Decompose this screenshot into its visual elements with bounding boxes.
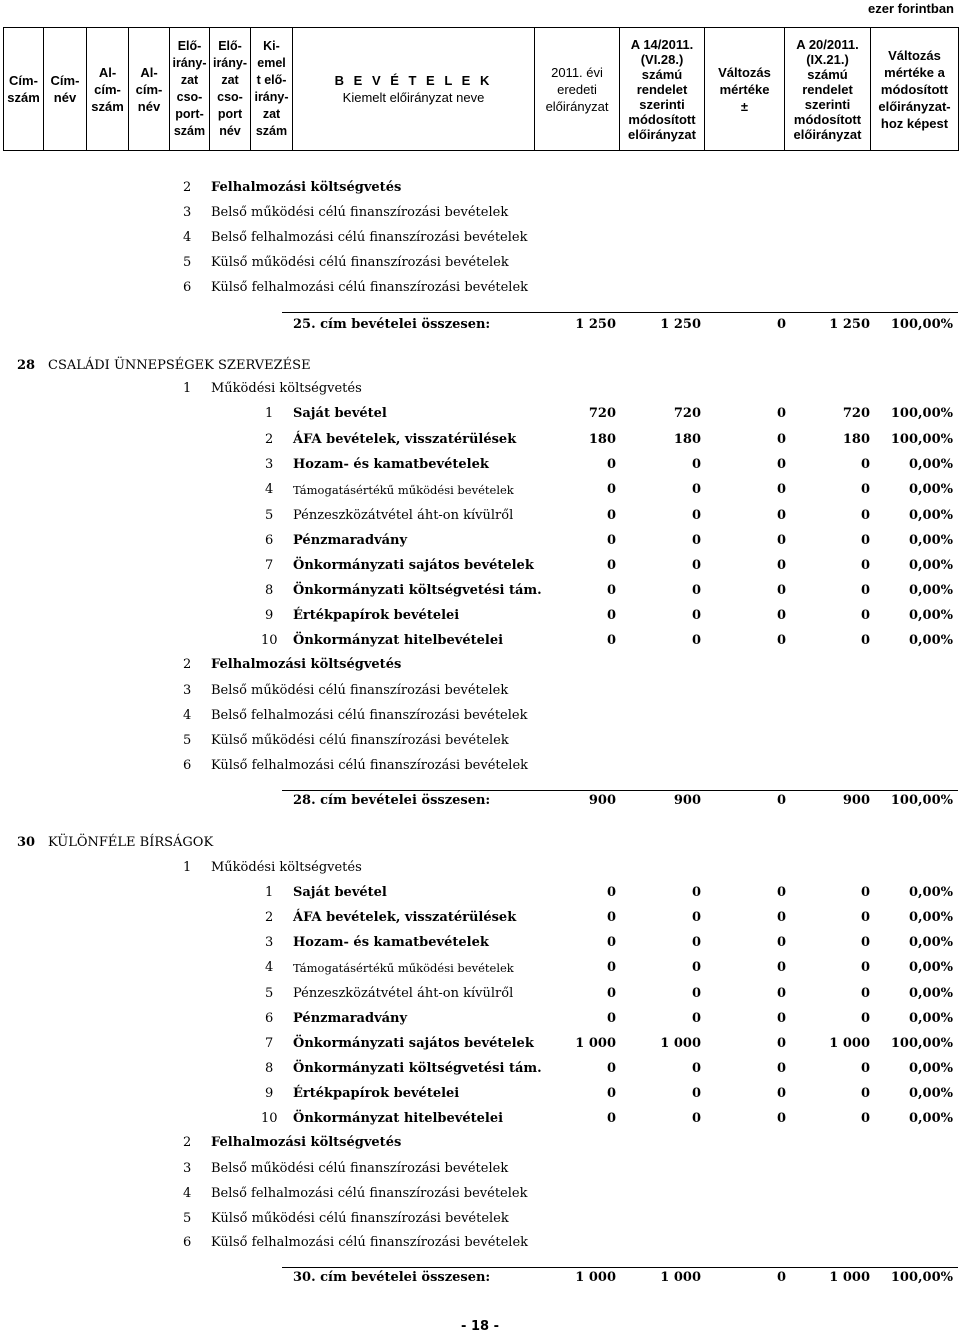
alcim-name: Belső felhalmozási célú finanszírozási bevételek xyxy=(211,708,528,723)
value-valtozas: 0 xyxy=(776,633,786,648)
value-mod1: 0 xyxy=(691,482,701,497)
alcim-number: 5 xyxy=(183,255,192,270)
value-valtozas-pct: 0,00% xyxy=(908,935,953,950)
value-mod1: 0 xyxy=(691,885,701,900)
value-eredeti: 720 xyxy=(588,406,616,421)
value-valtozas: 0 xyxy=(776,317,786,332)
value-valtozas: 0 xyxy=(776,608,786,623)
value-eredeti: 0 xyxy=(606,583,616,598)
item-number: 10 xyxy=(261,1111,278,1126)
value-mod1: 0 xyxy=(691,457,701,472)
section-separator xyxy=(282,790,958,791)
alcim-name: Felhalmozási költségvetés xyxy=(211,1135,402,1150)
header-valtozas-modositott: Változás mértéke a módosított előirányzat- hoz képest xyxy=(871,28,959,151)
value-valtozas: 0 xyxy=(776,1036,786,1051)
alcim-name: Felhalmozási költségvetés xyxy=(211,180,402,195)
item-number: 10 xyxy=(261,633,278,648)
header-bevetelek-subtitle: Kiemelt előirányzat neve xyxy=(342,90,485,105)
header-bevetelek xyxy=(293,28,535,151)
alcim-name: Belső működési célú finanszírozási bevételek xyxy=(211,683,509,698)
value-valtozas-pct: 100,00% xyxy=(890,406,953,421)
item-number: 1 xyxy=(265,885,274,900)
cim-name: KÜLÖNFÉLE BÍRSÁGOK xyxy=(48,835,214,850)
value-valtozas: 0 xyxy=(776,457,786,472)
value-valtozas-pct: 0,00% xyxy=(908,508,953,523)
value-valtozas-pct: 0,00% xyxy=(908,558,953,573)
value-mod2: 0 xyxy=(860,885,870,900)
value-eredeti: 0 xyxy=(606,558,616,573)
header-valtozas: Változás mértéke ± xyxy=(705,28,785,151)
value-eredeti: 0 xyxy=(606,935,616,950)
alcim-number: 2 xyxy=(183,180,192,195)
item-number: 5 xyxy=(265,986,274,1001)
value-valtozas: 0 xyxy=(776,533,786,548)
item-name: Saját bevétel xyxy=(293,885,387,900)
value-mod1: 900 xyxy=(673,793,701,808)
value-mod1: 0 xyxy=(691,1111,701,1126)
value-valtozas-pct: 0,00% xyxy=(908,960,953,975)
value-valtozas: 0 xyxy=(776,1011,786,1026)
value-mod2: 1 250 xyxy=(829,317,870,332)
item-number: 2 xyxy=(265,432,274,447)
header-alcim-nev: Al- cím- név xyxy=(129,28,170,151)
value-mod1: 0 xyxy=(691,583,701,598)
value-mod1: 0 xyxy=(691,960,701,975)
alcim-name: Külső felhalmozási célú finanszírozási bevételek xyxy=(211,280,529,295)
value-mod1: 0 xyxy=(691,1011,701,1026)
alcim-name: Működési költségvetés xyxy=(211,381,362,396)
value-valtozas: 0 xyxy=(776,885,786,900)
value-mod1: 0 xyxy=(691,608,701,623)
item-name: ÁFA bevételek, visszatérülések xyxy=(293,910,517,925)
header-mod1: A 14/2011. (VI.28.) számú rendelet szerinti módosított előirányzat xyxy=(620,28,705,151)
value-valtozas-pct: 0,00% xyxy=(908,482,953,497)
item-name: Saját bevétel xyxy=(293,406,387,421)
value-eredeti: 0 xyxy=(606,508,616,523)
value-mod2: 0 xyxy=(860,558,870,573)
value-valtozas: 0 xyxy=(776,508,786,523)
value-valtozas-pct: 0,00% xyxy=(908,1011,953,1026)
value-eredeti: 0 xyxy=(606,1061,616,1076)
alcim-number: 6 xyxy=(183,280,192,295)
section-separator xyxy=(282,312,958,313)
alcim-number: 6 xyxy=(183,758,192,773)
section-total-label: 28. cím bevételei összesen: xyxy=(293,793,491,808)
item-number: 5 xyxy=(265,508,274,523)
value-mod1: 1 000 xyxy=(660,1036,701,1051)
value-mod2: 0 xyxy=(860,1011,870,1026)
value-valtozas-pct: 0,00% xyxy=(908,910,953,925)
value-mod1: 0 xyxy=(691,910,701,925)
item-number: 7 xyxy=(265,1036,274,1051)
value-eredeti: 1 000 xyxy=(575,1036,616,1051)
value-valtozas-pct: 0,00% xyxy=(908,457,953,472)
value-valtozas: 0 xyxy=(776,960,786,975)
value-valtozas-pct: 0,00% xyxy=(908,986,953,1001)
value-eredeti: 0 xyxy=(606,1111,616,1126)
alcim-number: 6 xyxy=(183,1235,192,1250)
alcim-number: 3 xyxy=(183,683,192,698)
alcim-name: Belső felhalmozási célú finanszírozási bevételek xyxy=(211,230,528,245)
value-mod2: 900 xyxy=(842,793,870,808)
item-name: Önkormányzat hitelbevételei xyxy=(293,1111,504,1126)
value-mod2: 0 xyxy=(860,986,870,1001)
item-name: Pénzeszközátvétel áht-on kívülről xyxy=(293,986,514,1001)
value-valtozas: 0 xyxy=(776,935,786,950)
item-number: 6 xyxy=(265,1011,274,1026)
item-number: 2 xyxy=(265,910,274,925)
value-valtozas-pct: 0,00% xyxy=(908,608,953,623)
item-name: Önkormányzat hitelbevételei xyxy=(293,633,504,648)
item-number: 3 xyxy=(265,457,274,472)
value-eredeti: 1 000 xyxy=(575,1270,616,1285)
header-cim-nev: Cím- név xyxy=(44,28,87,151)
value-valtozas-pct: 100,00% xyxy=(890,1036,953,1051)
alcim-name: Külső felhalmozási célú finanszírozási bevételek xyxy=(211,1235,529,1250)
header-eredeti-text: 2011. évi eredeti előirányzat xyxy=(545,64,609,114)
alcim-number: 2 xyxy=(183,1135,192,1150)
item-number: 1 xyxy=(265,406,274,421)
value-valtozas-pct: 0,00% xyxy=(908,885,953,900)
value-valtozas: 0 xyxy=(776,1086,786,1101)
unit-label: ezer forintban xyxy=(868,1,954,16)
value-mod2: 0 xyxy=(860,482,870,497)
value-eredeti: 0 xyxy=(606,960,616,975)
alcim-name: Külső működési célú finanszírozási bevételek xyxy=(211,733,509,748)
value-mod2: 0 xyxy=(860,1111,870,1126)
cim-number: 28 xyxy=(17,358,36,373)
value-mod1: 0 xyxy=(691,935,701,950)
item-name: Önkormányzati sajátos bevételek xyxy=(293,1036,534,1051)
alcim-number: 4 xyxy=(183,1186,192,1201)
section-separator xyxy=(282,1267,958,1268)
item-name: Támogatásértékű működési bevételek xyxy=(293,961,514,975)
value-valtozas-pct: 0,00% xyxy=(908,633,953,648)
item-number: 9 xyxy=(265,608,274,623)
value-mod1: 0 xyxy=(691,1061,701,1076)
value-mod1: 180 xyxy=(673,432,701,447)
value-mod2: 0 xyxy=(860,533,870,548)
header-bevetelek-title: B E V É T E L E K xyxy=(334,73,493,88)
header-cim-szam: Cím- szám xyxy=(4,28,44,151)
item-name: Pénzmaradvány xyxy=(293,533,408,548)
section-total-label: 25. cím bevételei összesen: xyxy=(293,317,491,332)
alcim-number: 3 xyxy=(183,1161,192,1176)
value-mod2: 0 xyxy=(860,910,870,925)
value-mod2: 0 xyxy=(860,1061,870,1076)
header-eloiranyzat-csoport-szam: Elő- irány- zat cso- port- szám xyxy=(170,28,210,151)
value-mod2: 1 000 xyxy=(829,1270,870,1285)
value-eredeti: 0 xyxy=(606,457,616,472)
alcim-name: Külső felhalmozási célú finanszírozási bevételek xyxy=(211,758,529,773)
page-number: - 18 - xyxy=(461,1319,499,1334)
section-total-label: 30. cím bevételei összesen: xyxy=(293,1270,491,1285)
alcim-number: 4 xyxy=(183,230,192,245)
value-mod2: 0 xyxy=(860,1086,870,1101)
value-valtozas-pct: 0,00% xyxy=(908,583,953,598)
value-mod2: 1 000 xyxy=(829,1036,870,1051)
value-mod1: 0 xyxy=(691,633,701,648)
value-eredeti: 0 xyxy=(606,533,616,548)
value-mod1: 0 xyxy=(691,986,701,1001)
alcim-name: Felhalmozási költségvetés xyxy=(211,657,402,672)
value-eredeti: 0 xyxy=(606,1086,616,1101)
value-mod1: 720 xyxy=(673,406,701,421)
value-eredeti: 0 xyxy=(606,1011,616,1026)
value-eredeti: 0 xyxy=(606,482,616,497)
alcim-number: 4 xyxy=(183,708,192,723)
value-valtozas-pct: 100,00% xyxy=(890,793,953,808)
value-mod2: 0 xyxy=(860,583,870,598)
item-name: Önkormányzati költségvetési tám. xyxy=(293,583,542,598)
item-name: Önkormányzati költségvetési tám. xyxy=(293,1061,542,1076)
alcim-number: 2 xyxy=(183,657,192,672)
item-number: 4 xyxy=(265,960,274,975)
value-valtozas: 0 xyxy=(776,1111,786,1126)
column-header-table xyxy=(3,27,959,151)
value-valtozas: 0 xyxy=(776,910,786,925)
alcim-number: 1 xyxy=(183,381,192,396)
item-number: 6 xyxy=(265,533,274,548)
value-valtozas-pct: 100,00% xyxy=(890,432,953,447)
value-valtozas: 0 xyxy=(776,583,786,598)
value-valtozas: 0 xyxy=(776,406,786,421)
value-valtozas: 0 xyxy=(776,432,786,447)
value-valtozas-pct: 0,00% xyxy=(908,1061,953,1076)
item-number: 8 xyxy=(265,1061,274,1076)
item-name: Hozam- és kamatbevételek xyxy=(293,935,489,950)
alcim-number: 5 xyxy=(183,1211,192,1226)
cim-number: 30 xyxy=(17,835,36,850)
value-eredeti: 900 xyxy=(588,793,616,808)
alcim-name: Belső működési célú finanszírozási bevételek xyxy=(211,205,509,220)
header-mod2: A 20/2011. (IX.21.) számú rendelet szerinti módosított előirányzat xyxy=(785,28,871,151)
item-number: 8 xyxy=(265,583,274,598)
value-valtozas-pct: 100,00% xyxy=(890,317,953,332)
value-eredeti: 0 xyxy=(606,885,616,900)
value-valtozas: 0 xyxy=(776,1270,786,1285)
alcim-name: Külső működési célú finanszírozási bevételek xyxy=(211,255,509,270)
value-valtozas-pct: 100,00% xyxy=(890,1270,953,1285)
alcim-name: Belső felhalmozási célú finanszírozási bevételek xyxy=(211,1186,528,1201)
value-valtozas: 0 xyxy=(776,482,786,497)
value-valtozas-pct: 0,00% xyxy=(908,1111,953,1126)
cim-name: CSALÁDI ÜNNEPSÉGEK SZERVEZÉSE xyxy=(48,358,311,373)
header-alcim-szam: Al- cím- szám xyxy=(87,28,129,151)
item-name: Értékpapírok bevételei xyxy=(293,1086,460,1101)
value-valtozas-pct: 0,00% xyxy=(908,533,953,548)
item-name: Önkormányzati sajátos bevételek xyxy=(293,558,534,573)
item-name: Pénzmaradvány xyxy=(293,1011,408,1026)
value-valtozas: 0 xyxy=(776,793,786,808)
item-name: Támogatásértékű működési bevételek xyxy=(293,483,514,497)
value-mod1: 0 xyxy=(691,508,701,523)
value-mod2: 0 xyxy=(860,935,870,950)
header-kiemelt-eloiranyzat-szam: Ki- emel t elő- irány- zat szám xyxy=(251,28,293,151)
value-valtozas: 0 xyxy=(776,1061,786,1076)
alcim-number: 1 xyxy=(183,860,192,875)
value-mod1: 1 250 xyxy=(660,317,701,332)
value-valtozas-pct: 0,00% xyxy=(908,1086,953,1101)
item-name: Pénzeszközátvétel áht-on kívülről xyxy=(293,508,514,523)
value-mod2: 0 xyxy=(860,960,870,975)
header-eredeti xyxy=(535,28,620,151)
value-mod2: 720 xyxy=(842,406,870,421)
alcim-name: Működési költségvetés xyxy=(211,860,362,875)
value-mod2: 0 xyxy=(860,608,870,623)
alcim-name: Külső működési célú finanszírozási bevételek xyxy=(211,1211,509,1226)
value-eredeti: 0 xyxy=(606,633,616,648)
alcim-number: 5 xyxy=(183,733,192,748)
item-number: 3 xyxy=(265,935,274,950)
item-name: Értékpapírok bevételei xyxy=(293,608,460,623)
item-name: Hozam- és kamatbevételek xyxy=(293,457,489,472)
value-valtozas: 0 xyxy=(776,558,786,573)
value-valtozas: 0 xyxy=(776,986,786,1001)
header-eloiranyzat-csoport-nev: Elő- irány- zat cso- port név xyxy=(210,28,251,151)
value-eredeti: 0 xyxy=(606,608,616,623)
value-mod1: 1 000 xyxy=(660,1270,701,1285)
value-mod1: 0 xyxy=(691,533,701,548)
value-eredeti: 0 xyxy=(606,986,616,1001)
value-eredeti: 1 250 xyxy=(575,317,616,332)
value-mod2: 180 xyxy=(842,432,870,447)
item-number: 9 xyxy=(265,1086,274,1101)
value-eredeti: 180 xyxy=(588,432,616,447)
value-mod2: 0 xyxy=(860,457,870,472)
value-mod1: 0 xyxy=(691,1086,701,1101)
value-mod1: 0 xyxy=(691,558,701,573)
item-number: 7 xyxy=(265,558,274,573)
value-mod2: 0 xyxy=(860,633,870,648)
value-mod2: 0 xyxy=(860,508,870,523)
item-number: 4 xyxy=(265,482,274,497)
item-name: ÁFA bevételek, visszatérülések xyxy=(293,432,517,447)
value-eredeti: 0 xyxy=(606,910,616,925)
alcim-number: 3 xyxy=(183,205,192,220)
alcim-name: Belső működési célú finanszírozási bevételek xyxy=(211,1161,509,1176)
